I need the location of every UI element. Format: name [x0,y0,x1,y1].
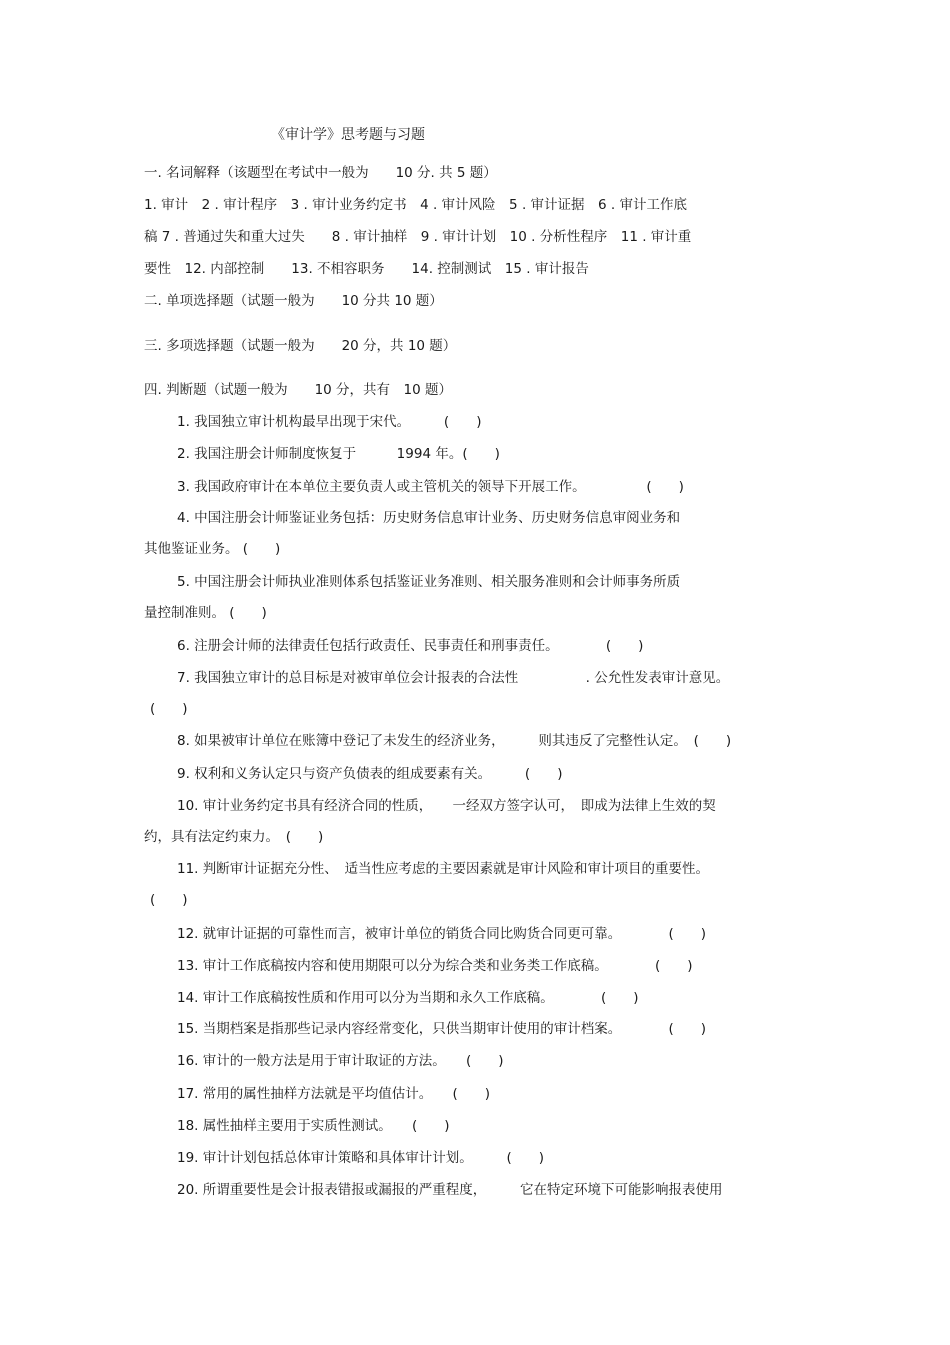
question-19: 19. 审计计划包括总体审计策略和具体审计计划。 ( ) [177,1150,545,1166]
terms-line-1: 1. 审计 2 . 审计程序 3 . 审计业务约定书 4 . 审计风险 5 . 审计证据 6 . 审计工作底 [144,197,687,213]
section-1-heading: 一. 名词解释（该题型在考试中一般为 10 分. 共 5 题） [144,165,497,181]
question-4-line-1: 4. 中国注册会计师鉴证业务包括：历史财务信息审计业务、历史财务信息审阅业务和 [177,510,681,526]
question-6: 6. 注册会计师的法律责任包括行政责任、民事责任和刑事责任。 ( ) [177,638,644,654]
question-10-line-1: 10. 审计业务约定书具有经济合同的性质， 一经双方签字认可， 即成为法律上生效的契 [177,798,716,814]
question-8: 8. 如果被审计单位在账簿中登记了未发生的经济业务， 则其违反了完整性认定。 ( ) [177,733,732,749]
section-2-heading: 二. 单项选择题（试题一般为 10 分共 10 题） [144,293,443,309]
question-16: 16. 审计的一般方法是用于审计取证的方法。 ( ) [177,1053,504,1069]
question-5-line-2: 量控制准则。 ( ) [144,605,267,621]
question-2: 2. 我国注册会计师制度恢复于 1994 年。( ) [177,446,500,462]
question-11-line-1: 11. 判断审计证据充分性、 适当性应考虑的主要因素就是审计风险和审计项目的重要性。 [177,861,710,877]
question-1: 1. 我国独立审计机构最早出现于宋代。 ( ) [177,414,482,430]
question-7-line-2: ( ) [150,701,188,717]
question-7-line-1: 7. 我国独立审计的总目标是对被审单位会计报表的合法性 . 公允性发表审计意见。 [177,670,730,686]
question-12: 12. 就审计证据的可靠性而言，被审计单位的销货合同比购货合同更可靠。 ( ) [177,926,707,942]
question-3: 3. 我国政府审计在本单位主要负责人或主管机关的领导下开展工作。 ( ) [177,479,684,495]
question-20: 20. 所谓重要性是会计报表错报或漏报的严重程度， 它在特定环境下可能影响报表使用 [177,1182,723,1198]
question-4-line-2: 其他鉴证业务。 ( ) [144,541,281,557]
section-3-heading: 三. 多项选择题（试题一般为 20 分，共 10 题） [144,338,457,354]
question-14: 14. 审计工作底稿按性质和作用可以分为当期和永久工作底稿。 ( ) [177,990,639,1006]
section-4-heading: 四. 判断题（试题一般为 10 分，共有 10 题） [144,382,453,398]
question-11-line-2: ( ) [150,892,188,908]
question-13: 13. 审计工作底稿按内容和使用期限可以分为综合类和业务类工作底稿。 ( ) [177,958,693,974]
question-9: 9. 权利和义务认定只与资产负债表的组成要素有关。 ( ) [177,766,563,782]
question-5-line-1: 5. 中国注册会计师执业准则体系包括鉴证业务准则、相关服务准则和会计师事务所质 [177,574,681,590]
question-17: 17. 常用的属性抽样方法就是平均值估计。 ( ) [177,1086,491,1102]
terms-line-3: 要性 12. 内部控制 13. 不相容职务 14. 控制测试 15 . 审计报告 [144,261,589,277]
terms-line-2: 稿 7 . 普通过失和重大过失 8 . 审计抽样 9 . 审计计划 10 . 分析性程序 11 . 审计重 [144,229,692,245]
page-title: 《审计学》思考题与习题 [271,127,425,143]
question-10-line-2: 约，具有法定约束力。 ( ) [144,829,324,845]
question-15: 15. 当期档案是指那些记录内容经常变化，只供当期审计使用的审计档案。 ( ) [177,1021,707,1037]
question-18: 18. 属性抽样主要用于实质性测试。 ( ) [177,1118,450,1134]
